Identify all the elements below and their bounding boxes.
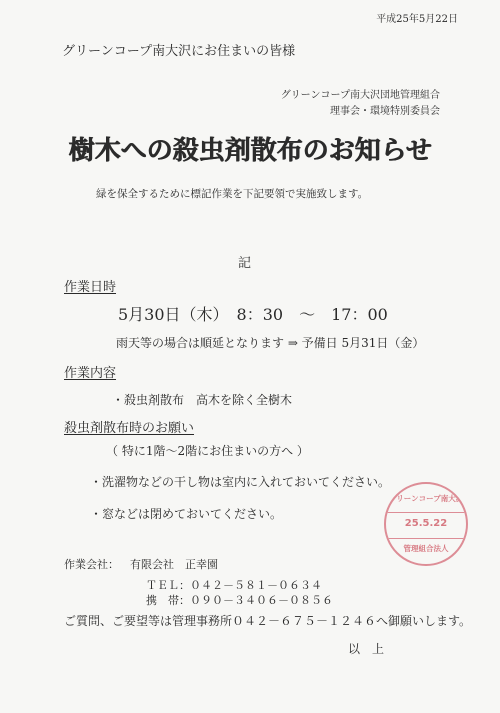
contractor-name: 有限会社 正幸園 (130, 558, 218, 571)
schedule-heading: 作業日時 (64, 280, 117, 295)
intro-line-1: 緑を保全するために標記作業を下記要領で実施致します。 (96, 188, 369, 200)
requests-note: （ 特に1階～2階にお住まいの方へ ） (106, 444, 309, 458)
sender-committee: 理事会・環境特別委員会 (330, 106, 440, 117)
contractor-tel: ＴＥＬ：０４２－５８１－０６３４ (146, 579, 322, 592)
stamp-bottom-text: 管理組合法人 (403, 544, 449, 553)
stamp-date: 25.5.22 (404, 518, 448, 529)
request-item-windows: ・窓などは閉めておいてください。 (90, 507, 283, 521)
contractor-label: 作業会社： (64, 558, 119, 571)
schedule-datetime: 5月30日（木） 8：30 ～ 17：00 (118, 305, 388, 324)
notice-title: 樹木への殺虫剤散布のお知らせ (68, 136, 432, 166)
inquiry-line: ご質問、ご要望等は管理事務所０４２－６７５－１２４６へ御願いします。 (64, 614, 472, 628)
seal-stamp (384, 482, 468, 566)
work-item: ・殺虫剤散布 高木を除く全樹木 (112, 393, 293, 407)
contractor-mobile: 携 帯：０９０－３４０６－０８５６ (146, 594, 333, 607)
issue-date: 平成25年5月22日 (376, 14, 458, 25)
ki-marker: 記 (238, 256, 252, 271)
work-heading: 作業内容 (64, 366, 117, 381)
requests-heading: 殺虫剤散布時のお願い (64, 421, 195, 436)
closing: 以 上 (348, 642, 385, 656)
addressee: グリーンコープ南大沢にお住まいの皆様 (62, 44, 296, 59)
rain-note: 雨天等の場合は順延となります ⇒ 予備日 5月31日（金） (116, 336, 425, 350)
stamp-top-text: グリーンコープ南大沢 (388, 494, 464, 503)
sender-organization: グリーンコープ南大沢団地管理組合 (280, 90, 440, 101)
request-item-laundry: ・洗濯物などの干し物は室内に入れておいてください。 (90, 475, 391, 489)
